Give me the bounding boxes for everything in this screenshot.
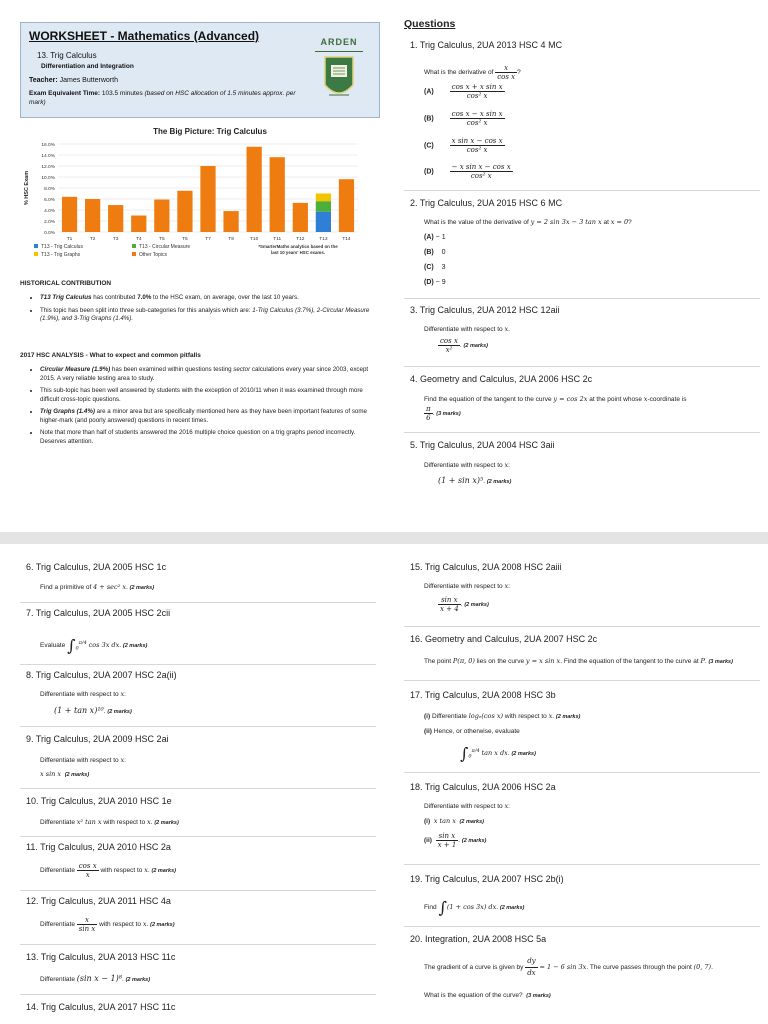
question-20-question: What is the equation of the curve? (3 marks) [424,992,551,999]
bar-T14 [339,179,354,232]
question-4-prompt: Find the equation of the tangent to the curve y = cos 2x at the point whose x-coordinate is [424,395,687,403]
question-5-prompt: Differentiate with respect to x: [424,461,510,469]
chart-title: The Big Picture: Trig Calculus [153,127,267,136]
question-19-title: 19. Trig Calculus, 2UA 2007 HSC 2b(i) [410,874,564,884]
question-15-title: 15. Trig Calculus, 2UA 2008 HSC 2aiii [410,562,562,572]
bar-chart [20,136,400,276]
y-tick-label: 0.0% [44,230,55,236]
divider [20,836,376,837]
divider [404,298,760,299]
question-2-title: 2. Trig Calculus, 2UA 2015 HSC 6 MC [410,198,563,208]
question-9-title: 9. Trig Calculus, 2UA 2009 HSC 2ai [26,734,169,744]
question-10-title: 10. Trig Calculus, 2UA 2010 HSC 1e [26,796,172,806]
y-tick-label: 8.0% [44,186,55,192]
question-3-prompt: Differentiate with respect to x. [424,325,510,333]
question-17-integral: $\int_0^{\pi/4}$ tan x dx. (2 marks) [460,744,536,763]
legend-swatch [132,244,136,248]
question-2-prompt: What is the value of the derivative of y = 2 sin 3x − 3 tan x at x = 0? [424,218,632,226]
question-15-expression: $\frac{\text{sin x}}{x + 4}$ . (2 marks) [440,596,489,613]
logo-text: ARDEN [320,37,358,47]
teacher-line [29,77,118,84]
question-5-expression: (1 + sin x)⁵. (2 marks) [438,476,512,485]
subtopic-title: Differentiation and Integration [41,63,134,70]
exam-time-note: (based on HSC allocation of 1.5 minutes approx. per mark) [29,90,296,106]
historical-list [30,294,380,328]
question-1-option-b[interactable]: (B) $\frac{\text{cos x − x sin x}}{\text{cos² x}}$ [424,110,503,127]
bar-T7 [200,166,215,232]
question-10-prompt: Differentiate x² tan x with respect to x. (2 marks) [40,818,179,826]
question-7-title: 7. Trig Calculus, 2UA 2005 HSC 2cii [26,608,171,618]
question-2-option-c[interactable]: (C) 3 [424,264,446,271]
question-18-title: 18. Trig Calculus, 2UA 2006 HSC 2a [410,782,556,792]
exam-time-line [29,89,299,107]
question-13-title: 13. Trig Calculus, 2UA 2013 HSC 11c [26,952,176,962]
question-8-title: 8. Trig Calculus, 2UA 2007 HSC 2a(ii) [26,670,177,680]
divider [20,726,376,727]
question-20-title: 20. Integration, 2UA 2008 HSC 5a [410,934,547,944]
question-16-prompt: The point P(π, 0) lies on the curve y = x sin x. Find the equation of the tangent to the curve at P. (3 marks) [424,657,733,665]
y-tick-label: 10.0% [41,175,55,181]
question-15-prompt: Differentiate with respect to x: [424,582,510,590]
divider [404,926,760,927]
divider [404,432,760,433]
questions-heading: Questions [404,18,456,30]
divider [404,772,760,773]
x-tick-label: T6 [182,237,188,242]
legend-swatch [34,252,38,256]
y-tick-label: 14.0% [41,153,55,159]
worksheet-title: WORKSHEET - Mathematics (Advanced) [29,29,260,43]
analysis-bullet-2: • This sub-topic has been well answered by students with the exception of 2010/11 when it was examined through more difficult cross-topic questions. [40,387,380,404]
question-8-expression: (1 + tan x)¹⁰. (2 marks) [54,706,132,715]
divider [404,864,760,865]
exam-time-label: Exam Equivalent Time: [29,90,101,97]
x-tick-label: T2 [89,237,96,242]
legend-label: T13 - Trig Calculus [41,244,83,250]
analysis-list [30,366,380,450]
bar-segment-T13 [316,194,331,202]
y-tick-label: 4.0% [44,208,55,214]
x-tick-label: T3 [112,237,119,242]
x-tick-label: T12 [296,237,305,242]
question-5-title: 5. Trig Calculus, 2UA 2004 HSC 3aii [410,440,555,450]
teacher-name: James Butterworth [59,77,118,84]
legend-label: Other Topics [139,252,167,258]
bar-T4 [131,216,146,233]
exam-time-value: 103.5 minutes [101,90,143,97]
historical-bullet-2: • This topic has been split into three sub-categories for this analysis which are: 1-Trig Calculus (3.7%), 2-Circular Measure (1.9%), and 3-Trig Graphs (1.4%). [40,307,380,324]
question-2-option-d[interactable]: (D) − 9 [424,279,446,286]
question-4-value: $\frac{\pi}{6}$ . (3 marks) [426,405,461,422]
legend-swatch [34,244,38,248]
x-tick-label: T13 [319,237,328,242]
crest-icon [313,37,365,107]
question-12-prompt: Differentiate $\frac{x}{\text{sin x}}$ with respect to x. (2 marks) [40,916,175,933]
divider [20,890,376,891]
question-7-prompt: Evaluate $\int_0^{\pi/4}$ cos 3x dx. (2 marks) [40,636,148,655]
question-18-part-ii: (ii) $\frac{\text{sin x}}{x + 1}$ . (2 marks) [424,832,487,849]
question-8-prompt: Differentiate with respect to x: [40,690,126,698]
divider [20,944,376,945]
x-tick-label: T8 [228,237,234,242]
historical-heading: HISTORICAL CONTRIBUTION [20,280,112,287]
divider [404,626,760,627]
topic-title: 13. Trig Calculus [37,51,97,60]
chart-note: last 10 years' HSC exams. [270,250,326,255]
x-tick-label: T1 [66,237,73,242]
x-tick-label: T7 [205,237,211,242]
chart-note: *SmarterMaths analytics based on the [258,244,338,249]
bar-T11 [270,157,285,232]
question-1-option-c[interactable]: (C) $\frac{\text{x sin x − cos x}}{\text{cos² x}}$ [424,137,503,154]
question-11-prompt: Differentiate $\frac{\text{cos x}}{x}$ with respect to x. (2 marks) [40,862,176,879]
x-tick-label: T5 [159,237,165,242]
question-9-expression: x sin x (2 marks) [40,770,90,778]
bar-segment-T13 [316,212,331,232]
question-1-option-a[interactable]: (A) $\frac{\text{cos x + x sin x}}{\text{cos² x}}$ [424,83,503,100]
y-tick-label: 16.0% [41,142,55,148]
question-17-title: 17. Trig Calculus, 2UA 2008 HSC 3b [410,690,556,700]
question-1-option-d[interactable]: (D) $\frac{\text{− x sin x − cos x}}{\text{cos² x}}$ [424,163,511,180]
bar-T10 [247,147,262,232]
legend-swatch [132,252,136,256]
divider [404,366,760,367]
analysis-heading: 2017 HSC ANALYSIS - What to expect and common pitfalls [20,352,201,359]
question-2-option-b[interactable]: (B) 0 [424,249,446,256]
y-tick-label: 2.0% [44,219,55,225]
school-logo [313,37,365,107]
question-3-expression: $\frac{\text{cos x}}{\text{x²}}$ . (2 marks) [440,337,488,354]
bar-T2 [85,199,100,232]
question-18-prompt: Differentiate with respect to x: [424,802,510,810]
question-2-option-a[interactable]: (A) − 1 [424,234,446,241]
bar-T3 [108,205,123,232]
question-9-prompt: Differentiate with respect to x: [40,756,126,764]
question-11-title: 11. Trig Calculus, 2UA 2010 HSC 2a [26,842,171,852]
question-6-title: 6. Trig Calculus, 2UA 2005 HSC 1c [26,562,167,572]
question-17-part-i: (i) Differentiate logₑ(cos x) with respect to x. (2 marks) [424,712,581,720]
question-18-part-i: (i) x tan x (2 marks) [424,817,484,825]
question-3-title: 3. Trig Calculus, 2UA 2012 HSC 12aii [410,305,560,315]
page-gap [0,532,768,544]
y-tick-label: 6.0% [44,197,55,203]
divider [20,994,376,995]
divider [20,602,376,603]
bar-segment-T13 [316,201,331,211]
question-6-prompt: Find a primitive of 4 + sec² x. (2 marks) [40,583,155,591]
question-14-title: 14. Trig Calculus, 2UA 2017 HSC 11c [26,1002,176,1012]
divider [20,788,376,789]
historical-bullet-1: • T13 Trig Calculus has contributed 7.0% to the HSC exam, on average, over the last 10 years. [40,294,380,303]
bar-T12 [293,203,308,232]
worksheet-header [20,22,380,118]
x-tick-label: T4 [135,237,142,242]
question-20-prompt: The gradient of a curve is given by $\frac{dy}{dx}$ = 1 − 6 sin 3x. The curve passes through the point (0, 7). [424,957,713,977]
x-tick-label: T10 [250,237,259,242]
question-17-part-ii: (ii) Hence, or otherwise, evaluate [424,728,520,735]
question-4-title: 4. Geometry and Calculus, 2UA 2006 HSC 2c [410,374,593,384]
x-tick-label: T11 [273,237,282,242]
teacher-label: Teacher: [29,77,58,84]
question-1-title: 1. Trig Calculus, 2UA 2013 HSC 4 MC [410,40,563,50]
legend-label: T13 - Circular Measure [139,244,191,250]
question-12-title: 12. Trig Calculus, 2UA 2011 HSC 4a [26,896,171,906]
analysis-bullet-3: • Trig Graphs (1.4%) are a minor area but are specifically mentioned here as they have been important features of some higher-mark (and poorly answered) questions in recent times. [40,408,380,425]
x-tick-label: T14 [342,237,351,242]
question-19-prompt: Find ∫(1 + cos 3x) dx. (2 marks) [424,898,525,917]
analysis-bullet-4: • Note that more than half of students answered the 2016 multiple choice question on a trig graphs period incorrectly. Deserves attention. [40,429,380,446]
divider [404,680,760,681]
analysis-bullet-1: • Circular Measure (1.9%) has been examined within questions testing sector calculations every year since 2003, except 2015. A very reliable testing area to study. [40,366,380,383]
question-13-prompt: Differentiate (sin x − 1)⁸. (2 marks) [40,974,151,983]
y-axis-label: % HSC Exam [24,170,30,206]
bar-T8 [223,211,238,232]
question-16-title: 16. Geometry and Calculus, 2UA 2007 HSC 2c [410,634,598,644]
worksheet-page-2 [0,544,768,1024]
divider [404,190,760,191]
question-1-prompt: What is the derivative of $\frac{x}{\text{cos x}}$ ? [424,64,521,81]
bar-T5 [154,200,169,232]
legend-label: T13 - Trig Graphs [41,252,81,258]
bar-T1 [62,197,77,232]
y-tick-label: 12.0% [41,164,55,170]
divider [20,664,376,665]
bar-T6 [177,191,192,232]
